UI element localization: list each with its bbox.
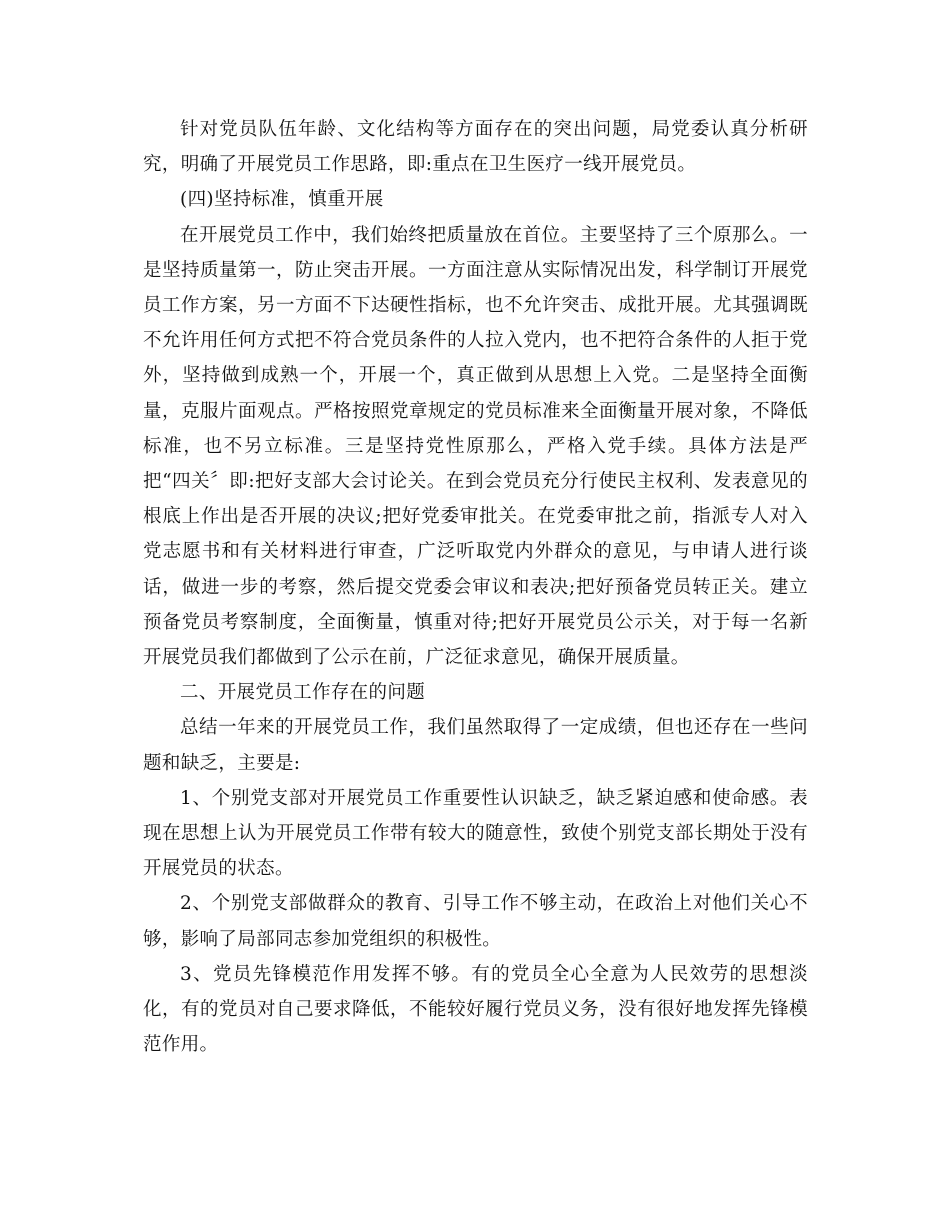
paragraph-problem-1: 1、个别党支部对开展党员工作重要性认识缺乏，缺乏紧迫感和使命感。表现在思想上认为开展党员工作带有较大的随意性，致使个别党支部长期处于没有开展党员的状态。 [143,787,808,880]
paragraph-quality-principles: 在开展党员工作中，我们始终把质量放在首位。主要坚持了三个原那么。一是坚持质量第一，防止突击开展。一方面注意从实际情况出发，科学制订开展党员工作方案，另一方面不下达硬性指标，也不允许突击、成批开展。尤其强调既不允许用任何方式把不符合党员条件的人拉入党内，也不把符合条件的人拒于党外，坚持做到成熟一个，开展一个，真正做到从思想上入党。二是坚持全面衡量，克服片面观点。严格按照党章规定的党员标准来全面衡量开展对象，不降低标准，也不另立标准。三是坚持党性原那么，严格入党手续。具体方法是严把“四关〞即:把好支部大会讨论关。在到会党员充分行使民主权利、发表意见的根底上作出是否开展的决议;把好党委审批关。在党委审批之前，指派专人对入党志愿书和有关材料进行审查，广泛听取党内外群众的意见，与申请人进行谈话，做进一步的考察，然后提交党委会审议和表决;把好预备党员转正关。建立预备党员考察制度，全面衡量，慎重对待;把好开展党员公示关，对于每一名新开展党员我们都做到了公示在前，广泛征求意见，确保开展质量。 [143,224,808,669]
paragraph-summary: 总结一年来的开展党员工作，我们虽然取得了一定成绩，但也还存在一些问题和缺乏，主要是: [143,717,808,774]
paragraph-problem-3: 3、党员先锋模范作用发挥不够。有的党员全心全意为人民效劳的思想淡化，有的党员对自己要求降低，不能较好履行党员义务，没有很好地发挥先锋模范作用。 [143,963,808,1056]
paragraph-focus-recruitment: 针对党员队伍年龄、文化结构等方面存在的突出问题，局党委认真分析研究，明确了开展党员工作思路，即:重点在卫生医疗一线开展党员。 [143,119,808,176]
section-heading-problems: 二、开展党员工作存在的问题 [180,682,426,704]
paragraph-problem-2: 2、个别党支部做群众的教育、引导工作不够主动，在政治上对他们关心不够，影响了局部同志参加党组织的积极性。 [143,893,808,950]
document-body [143,112,808,1062]
section-heading-standards: (四)坚持标准，慎重开展 [180,189,384,211]
